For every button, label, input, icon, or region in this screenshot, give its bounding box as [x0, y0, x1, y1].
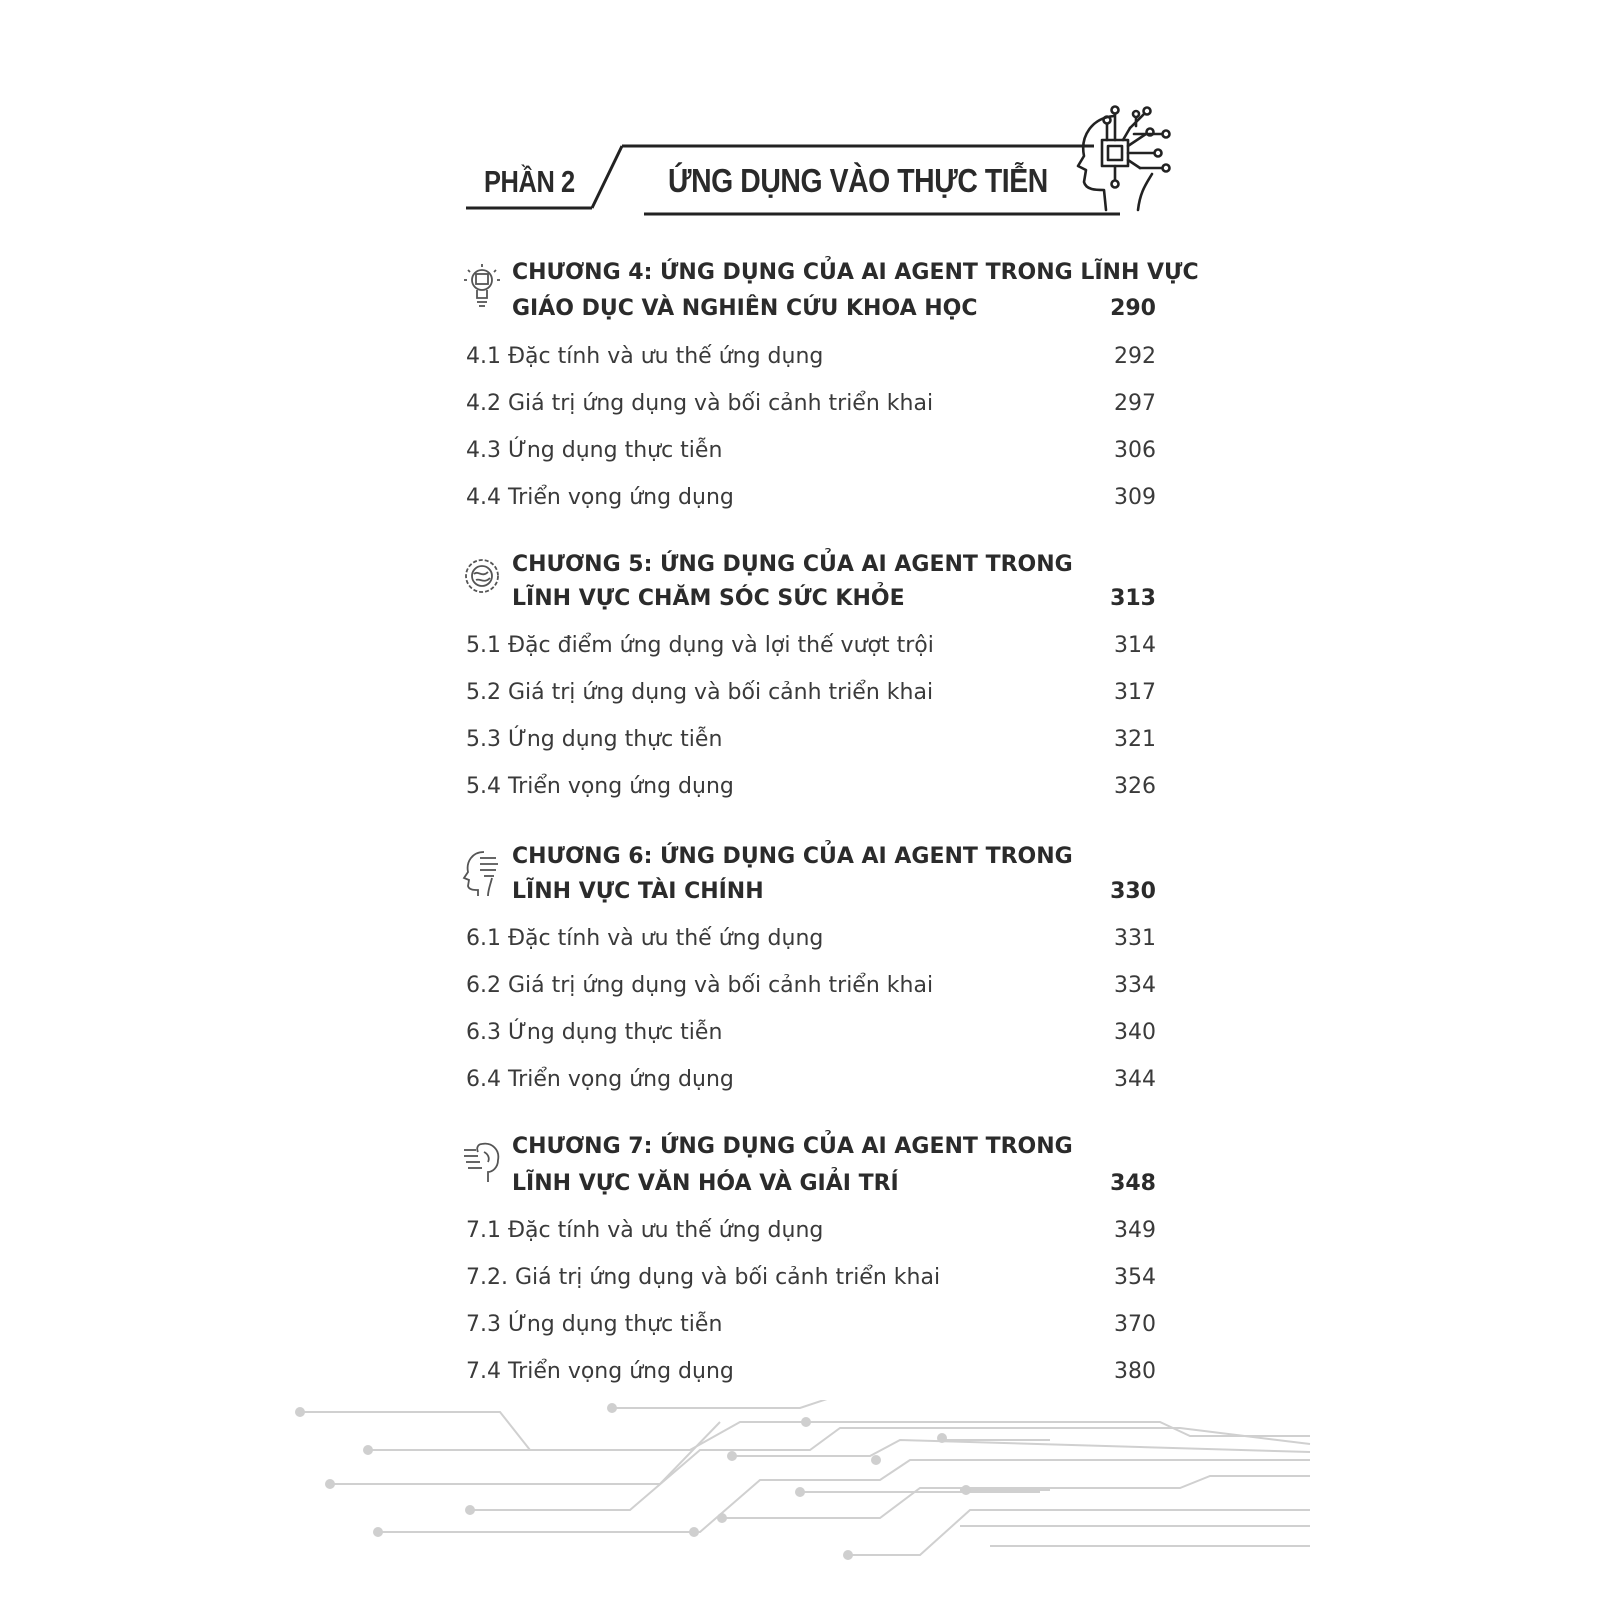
chapter-6-title-line-2[interactable]: LĨNH VỰC TÀI CHÍNH	[512, 879, 764, 904]
section-4-2-page: 297	[1114, 391, 1156, 416]
chapter-4-title-line-2[interactable]: GIÁO DỤC VÀ NGHIÊN CỨU KHOA HỌC	[512, 296, 978, 321]
section-6-2-page: 334	[1114, 973, 1156, 998]
circuit-lines-decoration	[0, 1400, 1600, 1600]
section-6-3[interactable]: 6.3 Ứng dụng thực tiễn	[466, 1020, 723, 1045]
section-5-2-page: 317	[1114, 680, 1156, 705]
section-6-1[interactable]: 6.1 Đặc tính và ưu thế ứng dụng	[466, 926, 824, 951]
section-7-3-page: 370	[1114, 1312, 1156, 1337]
gear-globe-icon	[462, 556, 502, 606]
head-data-icon	[462, 848, 502, 898]
section-5-3[interactable]: 5.3 Ứng dụng thực tiễn	[466, 727, 723, 752]
chapter-6-title-line-1[interactable]: CHƯƠNG 6: ỨNG DỤNG CỦA AI AGENT TRONG	[512, 844, 1073, 869]
section-6-4-page: 344	[1114, 1067, 1156, 1092]
header-frame-lines	[0, 0, 1600, 240]
part-title: ỨNG DỤNG VÀO THỰC TIỄN	[668, 162, 1048, 199]
section-4-1[interactable]: 4.1 Đặc tính và ưu thế ứng dụng	[466, 344, 824, 369]
section-5-1-page: 314	[1114, 633, 1156, 658]
chapter-4-page: 290	[1110, 296, 1156, 321]
section-4-4-page: 309	[1114, 485, 1156, 510]
section-7-3[interactable]: 7.3 Ứng dụng thực tiễn	[466, 1312, 723, 1337]
section-7-4-page: 380	[1114, 1359, 1156, 1384]
section-7-4[interactable]: 7.4 Triển vọng ứng dụng	[466, 1359, 734, 1384]
chapter-5-page: 313	[1110, 586, 1156, 611]
ai-head-circuit-icon	[1074, 104, 1184, 216]
chapter-5-title-line-1[interactable]: CHƯƠNG 5: ỨNG DỤNG CỦA AI AGENT TRONG	[512, 552, 1073, 577]
section-4-4[interactable]: 4.4 Triển vọng ứng dụng	[466, 485, 734, 510]
section-6-2[interactable]: 6.2 Giá trị ứng dụng và bối cảnh triển khai	[466, 973, 934, 998]
section-4-3-page: 306	[1114, 438, 1156, 463]
chapter-7-page: 348	[1110, 1171, 1156, 1196]
part-label: PHẦN 2	[484, 164, 575, 199]
section-5-3-page: 321	[1114, 727, 1156, 752]
section-6-4[interactable]: 6.4 Triển vọng ứng dụng	[466, 1067, 734, 1092]
section-5-4-page: 326	[1114, 774, 1156, 799]
chapter-7-title-line-2[interactable]: LĨNH VỰC VĂN HÓA VÀ GIẢI TRÍ	[512, 1171, 899, 1196]
section-7-2-page: 354	[1114, 1265, 1156, 1290]
section-6-3-page: 340	[1114, 1020, 1156, 1045]
brain-circuit-icon	[462, 1138, 502, 1188]
section-5-1[interactable]: 5.1 Đặc điểm ứng dụng và lợi thế vượt trội	[466, 633, 934, 658]
section-4-1-page: 292	[1114, 344, 1156, 369]
section-7-1[interactable]: 7.1 Đặc tính và ưu thế ứng dụng	[466, 1218, 824, 1243]
section-5-4[interactable]: 5.4 Triển vọng ứng dụng	[466, 774, 734, 799]
chapter-7-title-line-1[interactable]: CHƯƠNG 7: ỨNG DỤNG CỦA AI AGENT TRONG	[512, 1134, 1073, 1159]
section-7-2[interactable]: 7.2. Giá trị ứng dụng và bối cảnh triển khai	[466, 1265, 941, 1290]
lightbulb-ai-icon	[462, 262, 502, 312]
chapter-5-title-line-2[interactable]: LĨNH VỰC CHĂM SÓC SỨC KHỎE	[512, 586, 905, 611]
section-4-3[interactable]: 4.3 Ứng dụng thực tiễn	[466, 438, 723, 463]
section-6-1-page: 331	[1114, 926, 1156, 951]
section-4-2[interactable]: 4.2 Giá trị ứng dụng và bối cảnh triển khai	[466, 391, 934, 416]
chapter-6-page: 330	[1110, 879, 1156, 904]
section-7-1-page: 349	[1114, 1218, 1156, 1243]
section-5-2[interactable]: 5.2 Giá trị ứng dụng và bối cảnh triển khai	[466, 680, 934, 705]
chapter-4-title-line-1[interactable]: CHƯƠNG 4: ỨNG DỤNG CỦA AI AGENT TRONG LĨNH VỰC	[512, 260, 1199, 285]
